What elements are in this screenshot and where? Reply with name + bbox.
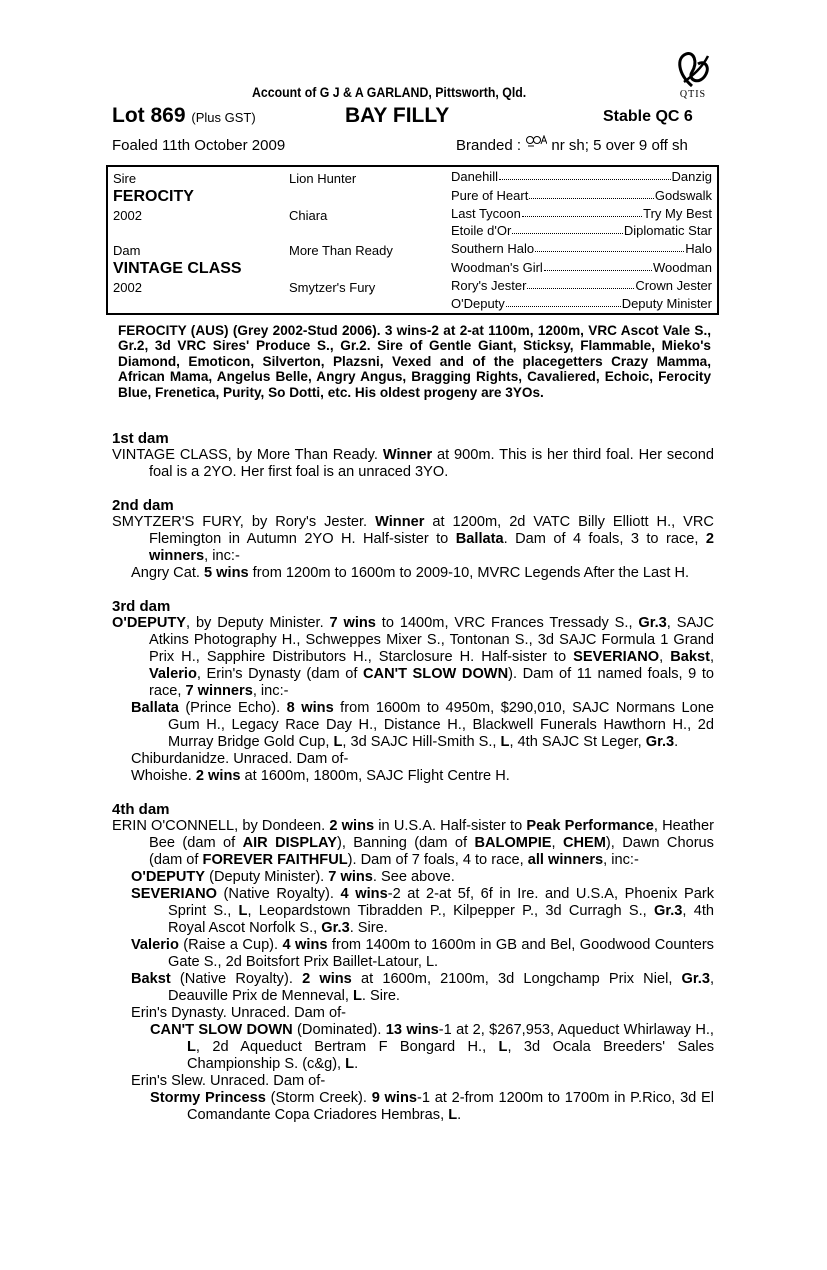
ancestor-row: Woodman's Girl Woodman	[451, 260, 712, 275]
dam-year: 2002	[113, 280, 142, 295]
ancestor-row: Southern Halo Halo	[451, 241, 712, 256]
branded-prefix: Branded :	[456, 137, 522, 154]
sire-year: 2002	[113, 208, 142, 223]
third-dam-progeny: Whoishe. 2 wins at 1600m, 1800m, SAJC Flight Centre H.	[131, 768, 510, 784]
second-dam-text: SMYTZER'S FURY, by Rory's Jester. Winner at 1200m, 2d VATC Billy Elliott H., VRC Flemington in Autumn 2YO H. Half-sister to Ballata. Dam of 4 foals, 3 to race, 2 winners, inc:-	[112, 514, 714, 564]
branded-info	[456, 137, 688, 154]
first-dam-heading: 1st dam	[112, 430, 169, 447]
vendor-account: Account of G J & A GARLAND, Pittsworth, Qld.	[252, 84, 527, 100]
stable-code: Stable QC 6	[603, 108, 693, 125]
foaled-date: Foaled 11th October 2009	[112, 137, 286, 154]
fourth-dam-progeny: SEVERIANO (Native Royalty). 4 wins-2 at 2-at 5f, 6f in Ire. and U.S.A, Phoenix Park Sprint S., L, Leopardstown Tibradden P., Kilpepper P., 3d Curragh S., Gr.3, 4th Royal Ascot Norfolk S., Gr.3. Sire.	[131, 886, 715, 936]
branded-suffix: nr sh; 5 over 9 off sh	[551, 137, 688, 154]
second-dam-heading: 2nd dam	[112, 497, 174, 514]
fourth-dam-progeny: O'DEPUTY (Deputy Minister). 7 wins. See above.	[131, 869, 455, 885]
sire-sire: Lion Hunter	[289, 171, 357, 186]
dam-sections	[112, 430, 714, 1124]
ancestor-row: Rory's Jester Crown Jester	[451, 278, 712, 293]
sire-dam: Chiara	[289, 208, 328, 223]
sire-summary: FEROCITY (AUS) (Grey 2002-Stud 2006). 3 wins-2 at 2-at 1100m, 1200m, VRC Ascot Vale S., Gr.2, 3d VRC Sires' Produce S., Gr.2. Sire of Gentle Giant, Sticksy, Flammable, Mieko's Diamond, Emoticon, Silverton, Plazsni, Vexed and of the placegetters Crazy Mamma, African Mama, Angelus Belle, Angry Angus, Bragging Rights, Cavaliered, Echoic, Ferocity Blue, Frenetica, Purity, So Dotti, etc. His oldest progeny are 3YOs.	[118, 323, 711, 400]
fourth-dam-progeny: Valerio (Raise a Cup). 4 wins from 1400m to 1600m in GB and Bel, Goodwood Counters Gate S., 2d Boitsfort Prix Baillet-Latour, L.	[131, 937, 714, 970]
fourth-dam-progeny: Erin's Slew. Unraced. Dam of-	[131, 1073, 326, 1089]
fourth-dam-heading: 4th dam	[112, 801, 170, 818]
dam-dam: Smytzer's Fury	[289, 280, 376, 295]
third-dam-text: O'DEPUTY, by Deputy Minister. 7 wins to 1400m, VRC Frances Tressady S., Gr.3, SAJC Atkins Photography H., Schweppes Mixer S., Tontonan S., 3d SAJC Formula 1 Grand Prix H., Sapphire Distributors H., Starclosure H. Half-sister to SEVERIANO, Bakst, Valerio, Erin's Dynasty (dam of CAN'T SLOW DOWN). Dam of 11 named foals, 9 to race, 7 winners, inc:-	[112, 615, 715, 699]
lot-note: (Plus GST)	[191, 110, 256, 125]
second-dam-progeny: Angry Cat. 5 wins from 1200m to 1600m to 2009-10, MVRC Legends After the Last H.	[131, 565, 690, 581]
ancestor-row: Last Tycoon Try My Best	[451, 206, 712, 221]
ancestor-row: Pure of Heart Godswalk	[451, 188, 712, 203]
brand-mark-icon	[525, 135, 547, 149]
fourth-dam-grandprogeny: CAN'T SLOW DOWN (Dominated). 13 wins-1 at 2, $267,953, Aqueduct Whirlaway H., L, 2d Aqueduct Bertram F Bongard H., L, 3d Ocala Breeders' Sales Championship S. (c&g), L.	[150, 1022, 715, 1072]
page-title: BAY FILLY	[345, 104, 450, 127]
lot-label: Lot 869	[112, 104, 186, 127]
ancestor-row: Danehill Danzig	[451, 169, 712, 184]
sire-label: Sire	[113, 171, 137, 186]
logo-text: QTIS	[679, 89, 707, 100]
third-dam-progeny: Chiburdanidze. Unraced. Dam of-	[131, 751, 349, 767]
fourth-dam-text: ERIN O'CONNELL, by Dondeen. 2 wins in U.S.A. Half-sister to Peak Performance, Heather Bee (dam of AIR DISPLAY), Banning (dam of BALOMPIE, CHEM), Dawn Chorus (dam of FOREVER FAITHFUL). Dam of 7 foals, 4 to race, all winners, inc:-	[112, 818, 715, 868]
ancestor-row: O'Deputy Deputy Minister	[451, 296, 712, 311]
fourth-dam-progeny: Erin's Dynasty. Unraced. Dam of-	[131, 1005, 347, 1021]
dam-label: Dam	[113, 243, 141, 258]
ancestor-row: Etoile d'Or Diplomatic Star	[451, 223, 712, 238]
lot-number	[112, 104, 256, 128]
first-dam-text: VINTAGE CLASS, by More Than Ready. Winner at 900m. This is her third foal. Her second foal is a 2YO. Her first foal is an unraced 3YO.	[112, 447, 714, 480]
sire-name: FEROCITY	[113, 188, 194, 205]
dam-sire: More Than Ready	[289, 243, 393, 258]
fourth-dam-grandprogeny: Stormy Princess (Storm Creek). 9 wins-1 at 2-from 1200m to 1700m in P.Rico, 3d El Comandante Copa Criadores Hembras, L.	[150, 1090, 715, 1123]
third-dam-heading: 3rd dam	[112, 598, 171, 615]
dam-name: VINTAGE CLASS	[113, 260, 242, 277]
third-dam-progeny: Ballata (Prince Echo). 8 wins from 1600m to 4950m, $290,010, SAJC Normans Lone Gum H., Legacy Race Day H., Distance H., Blackwell Funerals Hawthorn H., 2d Murray Bridge Gold Cup, L, 3d SAJC Hill-Smith S., L, 4th SAJC St Leger, Gr.3.	[131, 700, 714, 750]
fourth-dam-progeny: Bakst (Native Royalty). 2 wins at 1600m, 2100m, 3d Longchamp Prix Niel, Gr.3, Deauville Prix de Menneval, L. Sire.	[131, 971, 715, 1004]
